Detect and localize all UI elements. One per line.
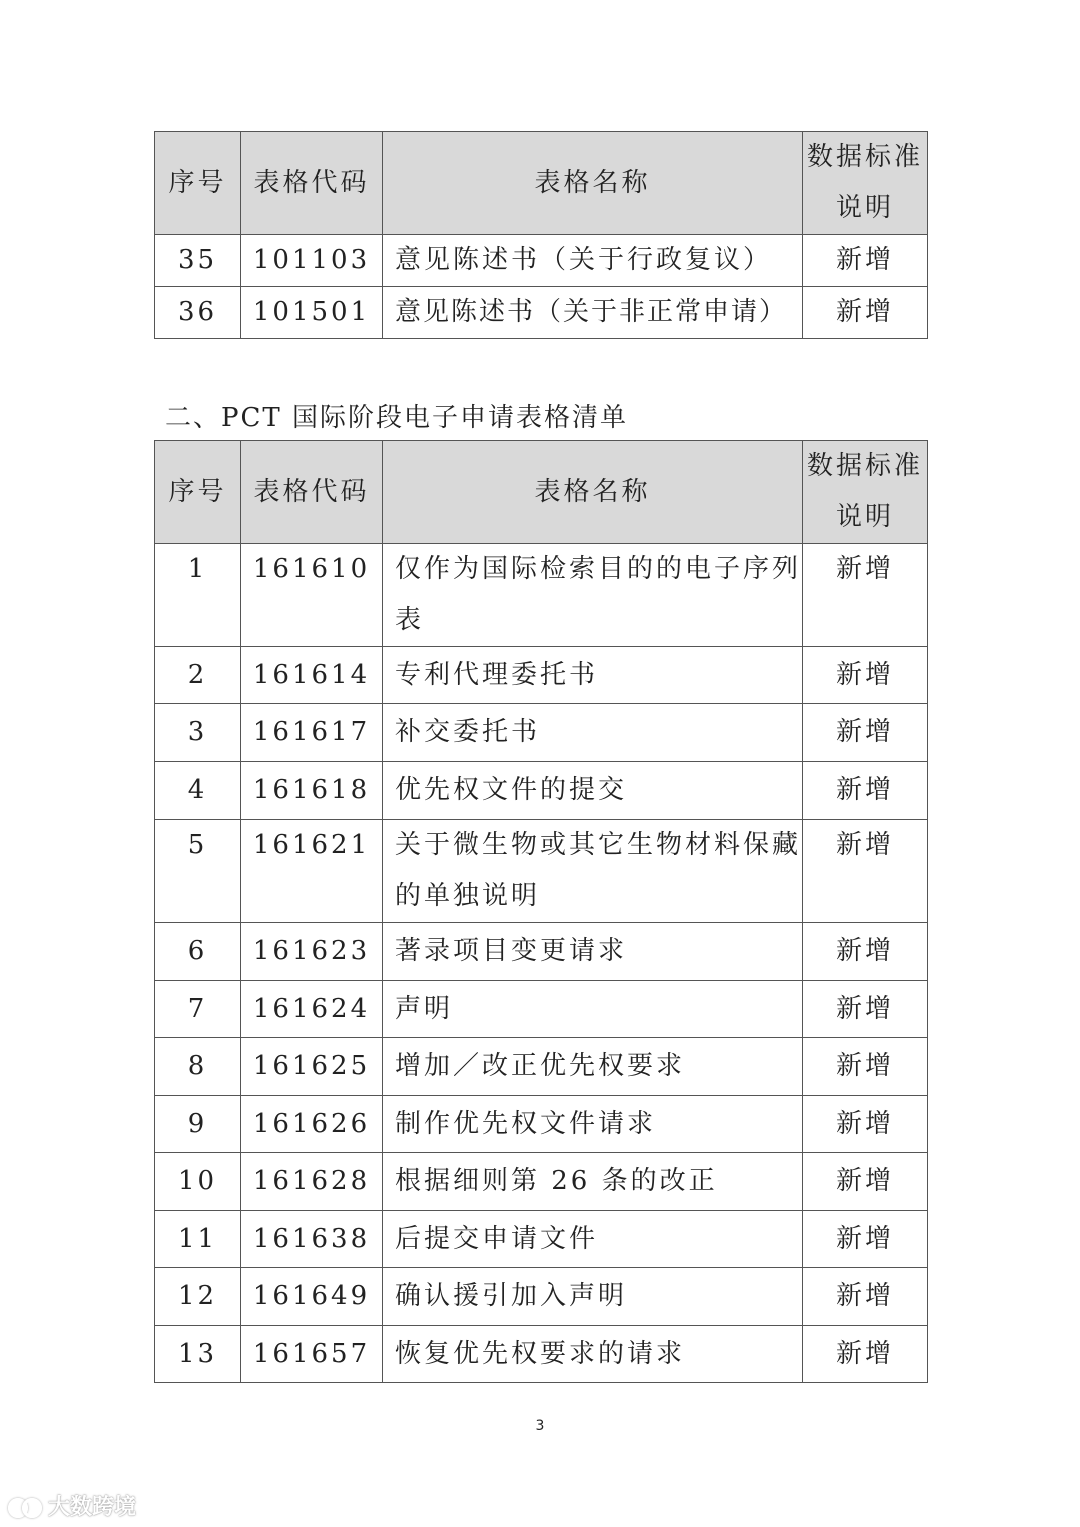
header-index: 序号: [155, 441, 241, 544]
cell-status: 新增: [803, 704, 928, 762]
cell-form-name: 专利代理委托书: [383, 647, 803, 704]
cell-index: 5: [155, 820, 241, 923]
header-code: 表格代码: [241, 132, 383, 235]
cell-code: 101501: [241, 287, 383, 339]
cell-index: 11: [155, 1211, 241, 1268]
table-row: [155, 287, 928, 339]
cell-form-name: 恢复优先权要求的请求: [383, 1326, 803, 1383]
cell-index: 13: [155, 1326, 241, 1383]
cell-form-name: 补交委托书: [383, 704, 803, 762]
cell-status: 新增: [803, 762, 928, 820]
cell-index: 10: [155, 1153, 241, 1211]
header-form-name: 表格名称: [383, 132, 803, 235]
double-circle-logo-icon: [8, 1495, 44, 1517]
cell-status: 新增: [803, 1211, 928, 1268]
cell-form-name: 优先权文件的提交: [383, 762, 803, 820]
cell-form-name: 确认援引加入声明: [383, 1268, 803, 1326]
cell-status: 新增: [803, 1096, 928, 1153]
section-heading: 二、PCT 国际阶段电子申请表格清单: [165, 403, 628, 433]
cell-form-name: 制作优先权文件请求: [383, 1096, 803, 1153]
cell-index: 6: [155, 923, 241, 981]
cell-status: 新增: [803, 235, 928, 287]
header-data-standard: 数据标准说明: [803, 132, 928, 235]
header-code: 表格代码: [241, 441, 383, 544]
cell-index: 12: [155, 1268, 241, 1326]
cell-form-name: 著录项目变更请求: [383, 923, 803, 981]
cell-code: 161618: [241, 762, 383, 820]
cell-index: 36: [155, 287, 241, 339]
cell-code: 161623: [241, 923, 383, 981]
table-row: [155, 235, 928, 287]
table-row: [155, 1211, 928, 1268]
cell-code: 161649: [241, 1268, 383, 1326]
cell-form-name: 后提交申请文件: [383, 1211, 803, 1268]
header-form-name: 表格名称: [383, 441, 803, 544]
cell-status: 新增: [803, 647, 928, 704]
table-row: [155, 1268, 928, 1326]
cell-code: 161610: [241, 544, 383, 647]
cell-status: 新增: [803, 1038, 928, 1096]
table-row: [155, 981, 928, 1038]
cell-status: 新增: [803, 544, 928, 647]
cell-status: 新增: [803, 820, 928, 923]
cell-code: 161628: [241, 1153, 383, 1211]
cell-form-name: 根据细则第 26 条的改正: [383, 1153, 803, 1211]
table-row: [155, 1038, 928, 1096]
cell-form-name: 意见陈述书（关于非正常申请）: [383, 287, 803, 339]
cell-code: 161614: [241, 647, 383, 704]
table-row: [155, 923, 928, 981]
cell-form-name: 关于微生物或其它生物材料保藏的单独说明: [383, 820, 803, 923]
cell-index: 35: [155, 235, 241, 287]
table-row: [155, 1153, 928, 1211]
page-number: 3: [535, 1418, 545, 1434]
cell-form-name: 仅作为国际检索目的的电子序列表: [383, 544, 803, 647]
cell-status: 新增: [803, 1153, 928, 1211]
cell-form-name: 声明: [383, 981, 803, 1038]
table-row: [155, 1096, 928, 1153]
cell-status: 新增: [803, 1326, 928, 1383]
header-data-standard: 数据标准说明: [803, 441, 928, 544]
cell-status: 新增: [803, 923, 928, 981]
cell-index: 8: [155, 1038, 241, 1096]
cell-index: 2: [155, 647, 241, 704]
table-row: [155, 544, 928, 647]
table-row: [155, 1326, 928, 1383]
cell-code: 161657: [241, 1326, 383, 1383]
cell-status: 新增: [803, 981, 928, 1038]
cell-code: 161626: [241, 1096, 383, 1153]
table-row: [155, 647, 928, 704]
cell-code: 101103: [241, 235, 383, 287]
cell-status: 新增: [803, 1268, 928, 1326]
cell-index: 3: [155, 704, 241, 762]
cell-code: 161624: [241, 981, 383, 1038]
header-index: 序号: [155, 132, 241, 235]
table-1: [154, 131, 928, 339]
cell-code: 161617: [241, 704, 383, 762]
cell-index: 9: [155, 1096, 241, 1153]
cell-code: 161625: [241, 1038, 383, 1096]
cell-code: 161638: [241, 1211, 383, 1268]
cell-index: 4: [155, 762, 241, 820]
cell-code: 161621: [241, 820, 383, 923]
cell-index: 7: [155, 981, 241, 1038]
cell-index: 1: [155, 544, 241, 647]
cell-status: 新增: [803, 287, 928, 339]
table-row: [155, 820, 928, 923]
cell-form-name: 增加／改正优先权要求: [383, 1038, 803, 1096]
watermark-text: 大数跨境: [48, 1495, 137, 1520]
cell-form-name: 意见陈述书（关于行政复议）: [383, 235, 803, 287]
table-2: [154, 440, 928, 1383]
table-row: [155, 704, 928, 762]
table-row: [155, 762, 928, 820]
watermark: [8, 1490, 136, 1521]
